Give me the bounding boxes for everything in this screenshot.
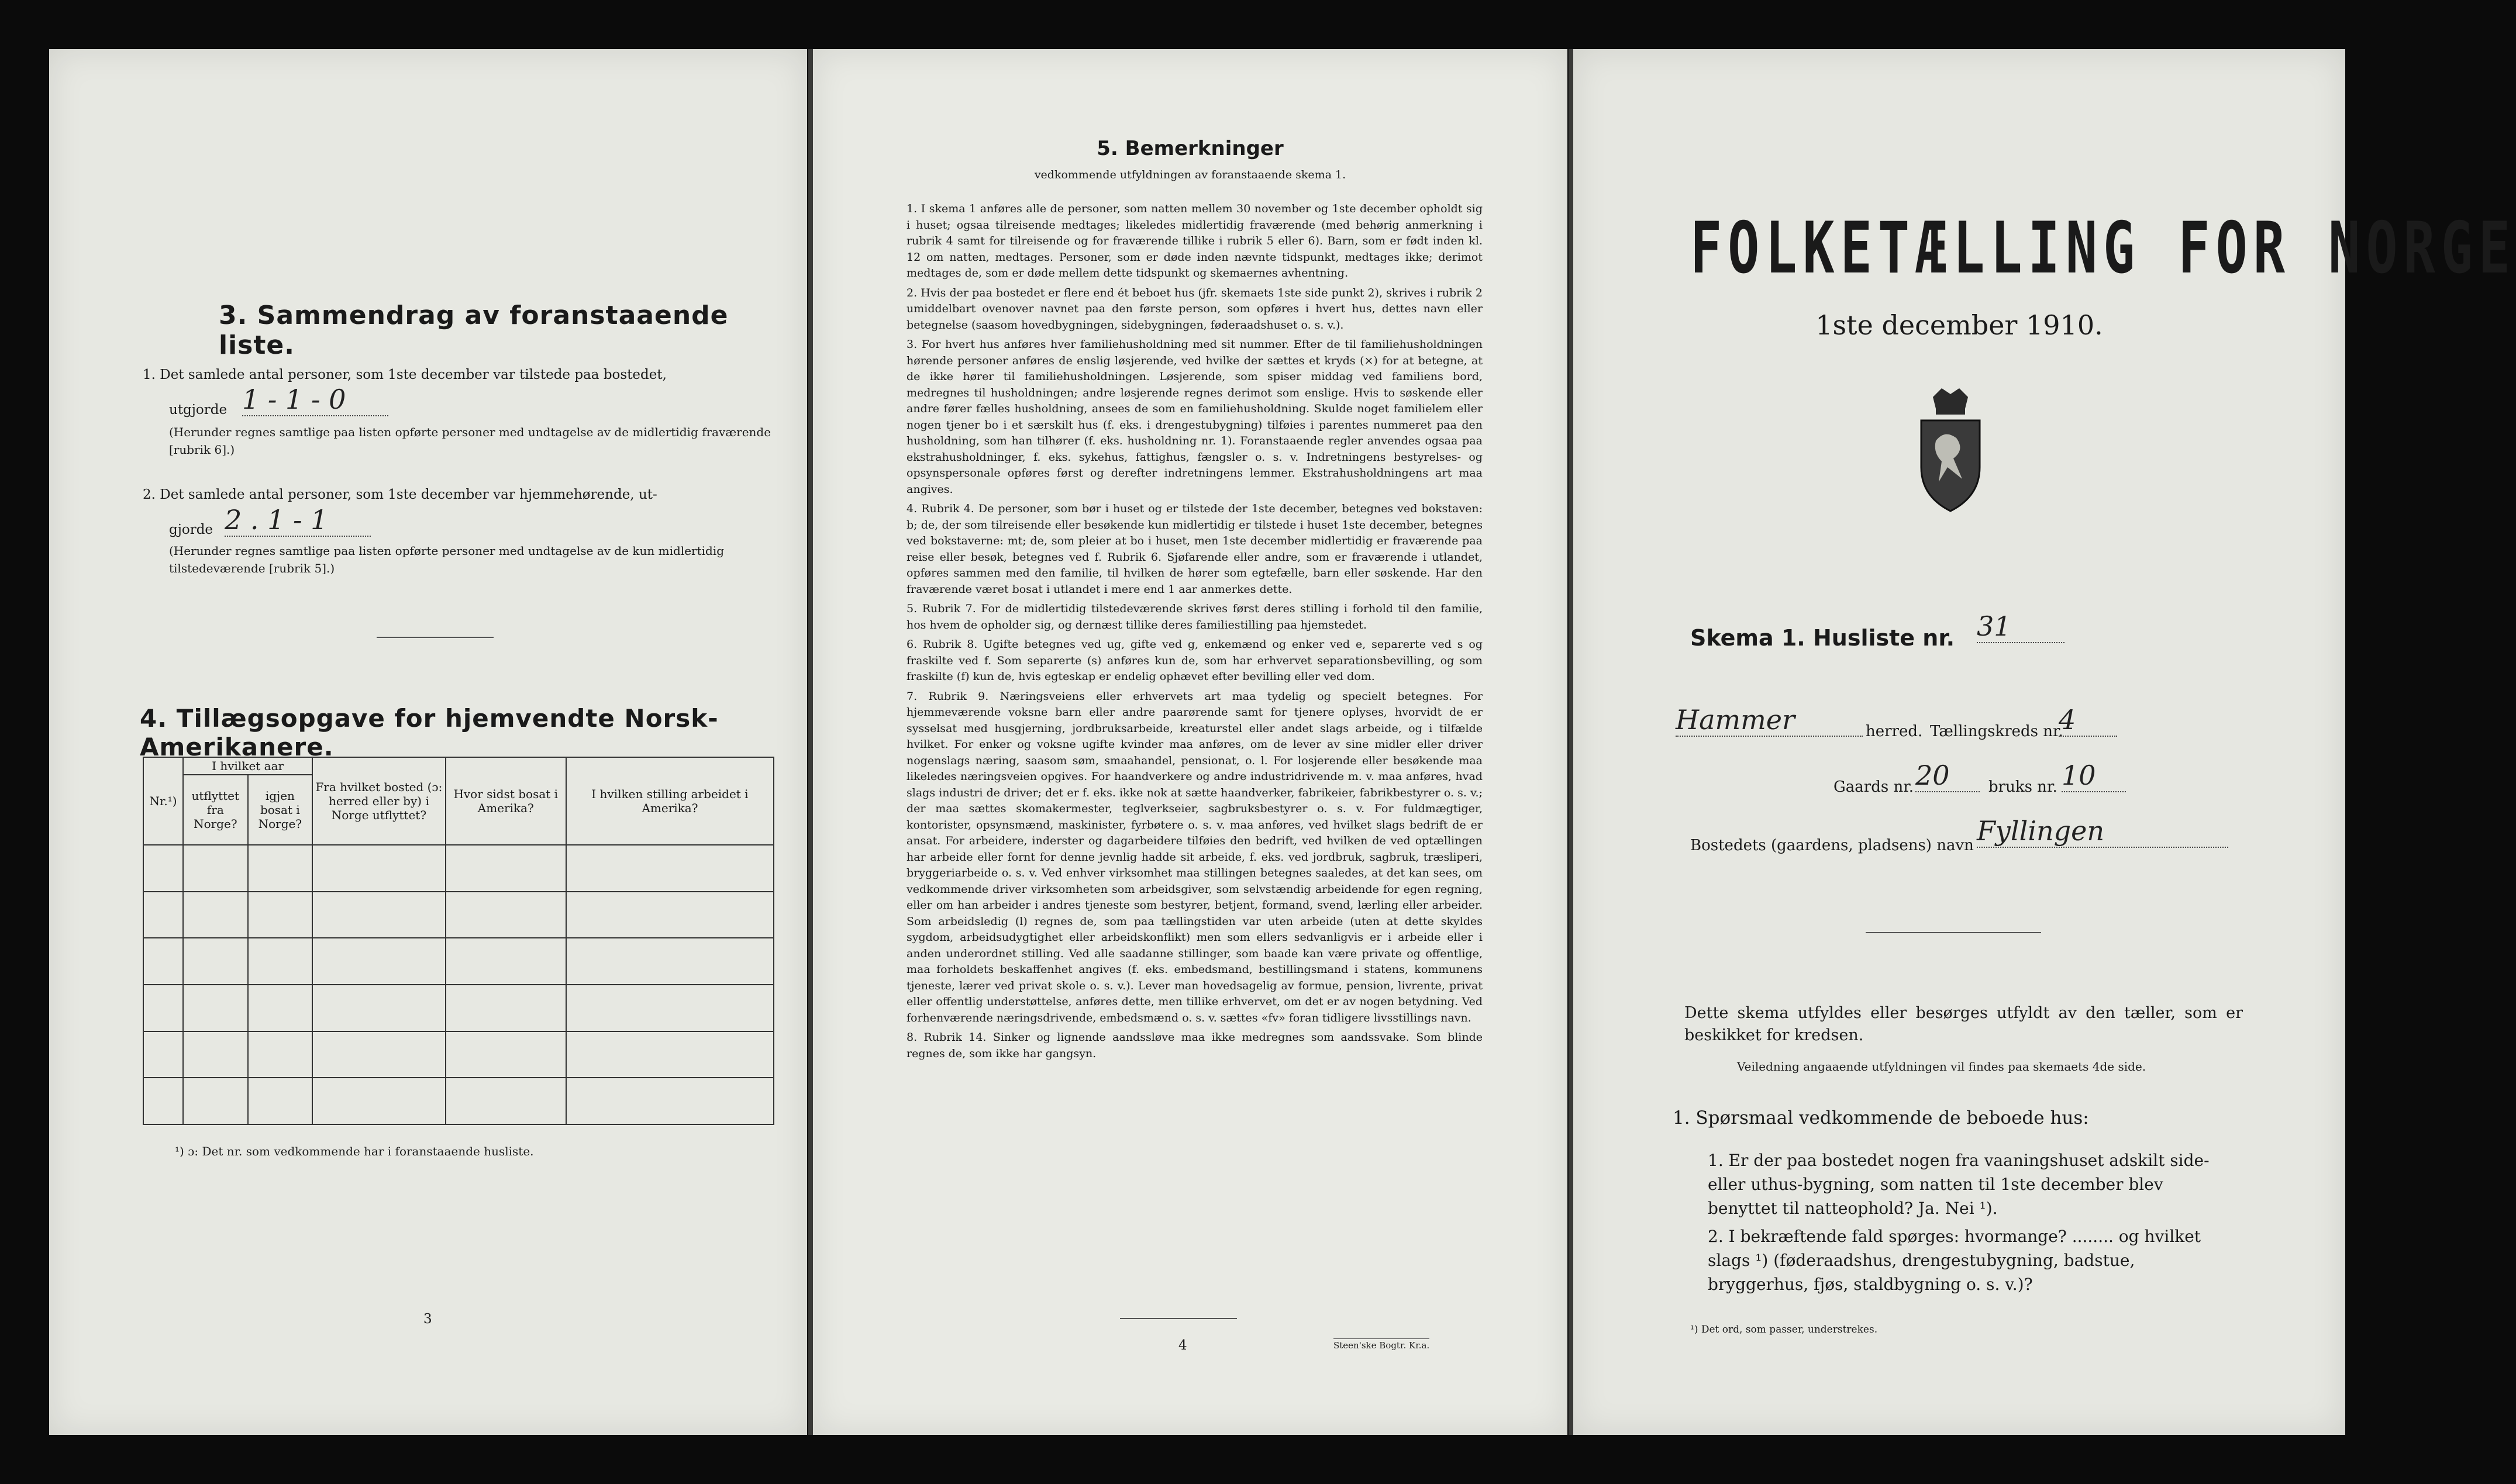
divider	[377, 637, 494, 638]
page-3	[49, 49, 807, 1435]
item1-note: (Herunder regnes samtlige paa listen opførte personer med undtagelse av de midlertidig fraværende [rubrik 6].)	[169, 425, 771, 457]
remarks-list	[907, 201, 1483, 1065]
page-fold	[1569, 49, 1573, 1435]
skema-label: Skema 1. Husliste nr.	[1690, 625, 1955, 651]
item2-note: (Herunder regnes samtlige paa listen opførte personer med undtagelse av de kun midlertidig tilstedeværende [rubrik 5].)	[169, 544, 725, 575]
table-row	[143, 1078, 774, 1124]
footnote: ¹) ɔ: Det nr. som vedkommende har i foranstaaende husliste.	[175, 1144, 534, 1158]
gaards-label: Gaards nr.	[1833, 778, 1914, 796]
table-row	[143, 985, 774, 1031]
remarks-subtitle: vedkommende utfyldningen av foranstaaende skema 1.	[1034, 168, 1346, 181]
remark-2: 2. Hvis der paa bostedet er flere end ét beboet hus (jfr. skemaets 1ste side punkt 2), skrives i rubrik 2 umiddelbart ovenover navnet paa den første person, som opføres i hvert hus, dettes navn eller betegnelse (saasom hovedbygningen, sidebygningen, føderaadshuset o. s. v.).	[907, 286, 1483, 332]
divider	[1120, 1318, 1237, 1319]
coat-of-arms-icon	[1912, 385, 1988, 514]
col-amerika-header: Hvor sidst bosat i Amerika?	[446, 757, 566, 845]
remark-5: 5. Rubrik 7. For de midlertidig tilstedeværende skrives først deres stilling i forhold til den familie, hos hvem de opholder sig, og dernæst tillike deres familiestilling paa hjemstedet.	[907, 602, 1483, 631]
bosted-label: Bostedets (gaardens, pladsens) navn	[1690, 837, 1974, 854]
herred-label: herred.	[1866, 723, 1923, 740]
census-title: FOLKETÆLLING FOR NORGE	[1690, 207, 2516, 290]
col-bosted-header: Fra hvilket bosted (ɔ: herred eller by) i Norge utflyttet?	[312, 757, 446, 845]
item1-label: utgjorde	[169, 402, 228, 417]
remark-8: 8. Rubrik 14. Sinker og lignende aandssløve maa ikke medregnes som aandssvake. Som blinde regnes de, som ikke har gangsyn.	[907, 1031, 1483, 1060]
page-number: 4	[1178, 1338, 1187, 1353]
remark-6: 6. Rubrik 8. Ugifte betegnes ved ug, gifte ved g, enkemænd og enker ved e, separerte ved s og fraskilte ved f. Som separerte (s) anføres kun de, som har erhvervet separationsbevilling, og som fraskilte (f) kun de, hvis egteskap er endelig ophævet efter bevilling eller ved dom.	[907, 638, 1483, 683]
page-fold	[808, 49, 813, 1435]
page-number: 3	[423, 1312, 432, 1327]
guidance-text: Veiledning angaaende utfyldningen vil findes paa skemaets 4de side.	[1737, 1059, 2146, 1074]
instruction-text: Dette skema utfyldes eller besørges utfyldt av den tæller, som er beskikket for kredsen.	[1684, 1004, 2243, 1044]
norsk-amerikaner-table	[143, 757, 774, 1125]
col-nr-header: Nr.¹)	[143, 757, 183, 845]
item1-line: 1. Det samlede antal personer, som 1ste december var tilstede paa bostedet,	[143, 367, 667, 382]
question-1: 1. Er der paa bostedet nogen fra vaaningshuset adskilt side- eller uthus-bygning, som natten til 1ste december blev benyttet til natteophold? Ja. Nei ¹).	[1708, 1151, 2210, 1218]
table-row	[143, 892, 774, 938]
footnote: ¹) Det ord, som passer, understrekes.	[1690, 1324, 1878, 1335]
page-1	[1573, 49, 2516, 1435]
section3-title: 3. Sammendrag av foranstaaende liste.	[219, 301, 729, 360]
remarks-title: 5. Bemerkninger	[1097, 137, 1284, 160]
item1-value: 1 - 1 - 0	[242, 384, 388, 416]
col-bosat-header: igjen bosat i Norge?	[248, 775, 313, 845]
item2-label: gjorde	[169, 522, 213, 537]
bruks-value: 10	[2062, 760, 2126, 792]
remark-4: 4. Rubrik 4. De personer, som bør i huset og er tilstede der 1ste december, betegnes ved bokstaven: b; de, der som tilreisende eller besøkende kun midlertidig er tilstede i huset 1ste december, betegnes ved bokstaverne: mt; de, som pleier at bo i huset, men 1ste december midlertidig er fraværende paa reise eller besøk, betegnes ved f. Rubrik 6. Sjøfarende eller andre, som er fraværende i utlandet, opføres sammen med den familie, til hvilken de hører som egtefælle, barn eller søskende. Har den fraværende været bosat i utlandet i mere end 1 aar anmerkes dette.	[907, 502, 1483, 596]
col-group-header: I hvilket aar	[183, 757, 312, 775]
remark-3: 3. For hvert hus anføres hver familiehusholdning med sit nummer. Efter de til familiehusholdningen hørende personer anføres de enslig løsjerende, ved hvilke der sættes et kryds (×) for at betegne, at de ikke hører til familiehusholdningen. Løsjerende, som spiser middag ved familiens bord, medregnes til husholdningen; andre løsjerende regnes derimot som enslige. Hvis to søskende eller andre fører fælles husholdning, ansees de som en familiehusholdning. Skulde noget familielem eller nogen tjener bo i et særskilt hus (f. eks. i drengestubygning) tilføies i parentes nummeret paa den husholdning, som han tilhører (f. eks. husholdning nr. 1). Foranstaaende regler anvendes ogsaa paa ekstrahusholdninger, f. eks. sykehus, fattighus, fængsler o. s. v. Indretningens bestyrelses- og opsynspersonale opføres først og derefter indretningens lemmer. Ekstrahusholdningens art maa angives.	[907, 338, 1483, 496]
section4-title: 4. Tillægsopgave for hjemvendte Norsk-Amerikanere.	[140, 704, 719, 761]
bosted-value: Fyllingen	[1977, 815, 2228, 848]
remark-7: 7. Rubrik 9. Næringsveiens eller erhvervets art maa tydelig og specielt betegnes. For hjemmeværende voksne barn eller andre paarørende samt for tjenere oplyses, hvorvidt de er sysselsat med husgjerning, jordbruksarbeide, kreaturstel eller andet slags arbeide, og i tilfælde hvilket. For enker og voksne ugifte kvinder maa anføres, om de lever av sine midler eller driver nogenslags næring, saasom søm, smaahandel, pensionat, o. l. For losjerende eller besøkende maa likeledes næringsveien opgives. For haandverkere og andre industridrivende m. v. maa anføres, hvad slags industri de driver; det er f. eks. ikke nok at sætte haandverker, fabrikeier, fabrikbestyrer o. s. v.; der maa sættes skomakermester, teglverkseier, sagbruksbestyrer o. s. v. For fuldmægtiger, kontorister, opsynsmænd, maskinister, fyrbøtere o. s. v. maa anføres, ved hvilket slags bedrift de er ansat. For arbeidere, inderster og dagarbeidere tilføies den bedrift, ved hvilken de ved optællingen har arbeide eller fornt for denne jevnlig hadde sit arbeide, f. eks. ved jordbruk, sagbruk, træsliperi, bryggeriarbeide o. s. v. Ved enhver virksomhet maa stillingen betegnes saaledes, at det kan sees, om vedkommende driver virksomheten som arbeidsgiver, som selvstændig arbeidende for egen regning, eller om han arbeider i andres tjeneste som bestyrer, betjent, formand, svend, lærling eller arbeider. Som arbeidsledig (l) regnes de, som paa tællingstiden var uten arbeide (uten at dette skyldes sygdom, arbeidsudygtighet eller arbeidskonflikt) men som ellers sedvanligvis er i arbeide eller i anden underordnet stilling. Ved alle saadanne stillinger, som baade kan være private og offentlige, maa forholdets beskaffenhet angives (f. eks. embedsmand, bestillingsmand i statens, kommunens tjeneste, lærer ved privat skole o. s. v.). Lever man hovedsagelig av formue, pension, livrente, privat eller offentlig understøttelse, anføres dette, men tillike erhvervet, om det er av nogen betydning. Ved forhenværende næringsdrivende, embedsmænd o. s. v. sættes «fv» foran tidligere livsstillings navn.	[907, 689, 1483, 1024]
col-utflyttet-header: utflyttet fra Norge?	[183, 775, 248, 845]
questions-heading: 1. Spørsmaal vedkommende de beboede hus:	[1673, 1107, 2089, 1128]
question-2: 2. I bekræftende fald spørges: hvormange? ........ og hvilket slags ¹) (føderaadshus, drengestubygning, badstue, bryggerhus, fjøs, staldbygning o. s. v.)?	[1708, 1227, 2201, 1294]
husliste-number: 31	[1977, 610, 2065, 643]
page-4	[813, 49, 1567, 1435]
remark-1: 1. I skema 1 anføres alle de personer, som natten mellem 30 november og 1ste december opholdt sig i huset; ogsaa tilreisende medtages; likeledes midlertidig fraværende (med behørig anmerkning i rubrik 4 samt for tilreisende og for fraværende tillike i rubrik 5 eller 6). Barn, som er født inden kl. 12 om natten, medtages. Personer, som er døde inden nævnte tidspunkt, medtages ikke; derimot medtages de, som er døde mellem dette tidspunkt og skemaernes avhentning.	[907, 202, 1483, 279]
table-row	[143, 845, 774, 892]
kreds-value: 4	[2059, 704, 2117, 737]
bruks-label: bruks nr.	[1988, 778, 2057, 796]
item2-line: 2. Det samlede antal personer, som 1ste december var hjemmehørende, ut-	[143, 487, 657, 502]
printer-imprint: Steen'ske Bogtr. Kr.a.	[1333, 1338, 1429, 1351]
kreds-label: Tællingskreds nr.	[1930, 723, 2063, 740]
divider	[1866, 932, 2041, 933]
census-date: 1ste december 1910.	[1815, 309, 2103, 341]
gaards-value: 20	[1915, 760, 1980, 792]
herred-value: Hammer	[1676, 704, 1863, 737]
item2-value: 2 . 1 - 1	[225, 504, 371, 537]
table-row	[143, 1031, 774, 1078]
col-stilling-header: I hvilken stilling arbeidet i Amerika?	[566, 757, 774, 845]
table-row	[143, 938, 774, 985]
